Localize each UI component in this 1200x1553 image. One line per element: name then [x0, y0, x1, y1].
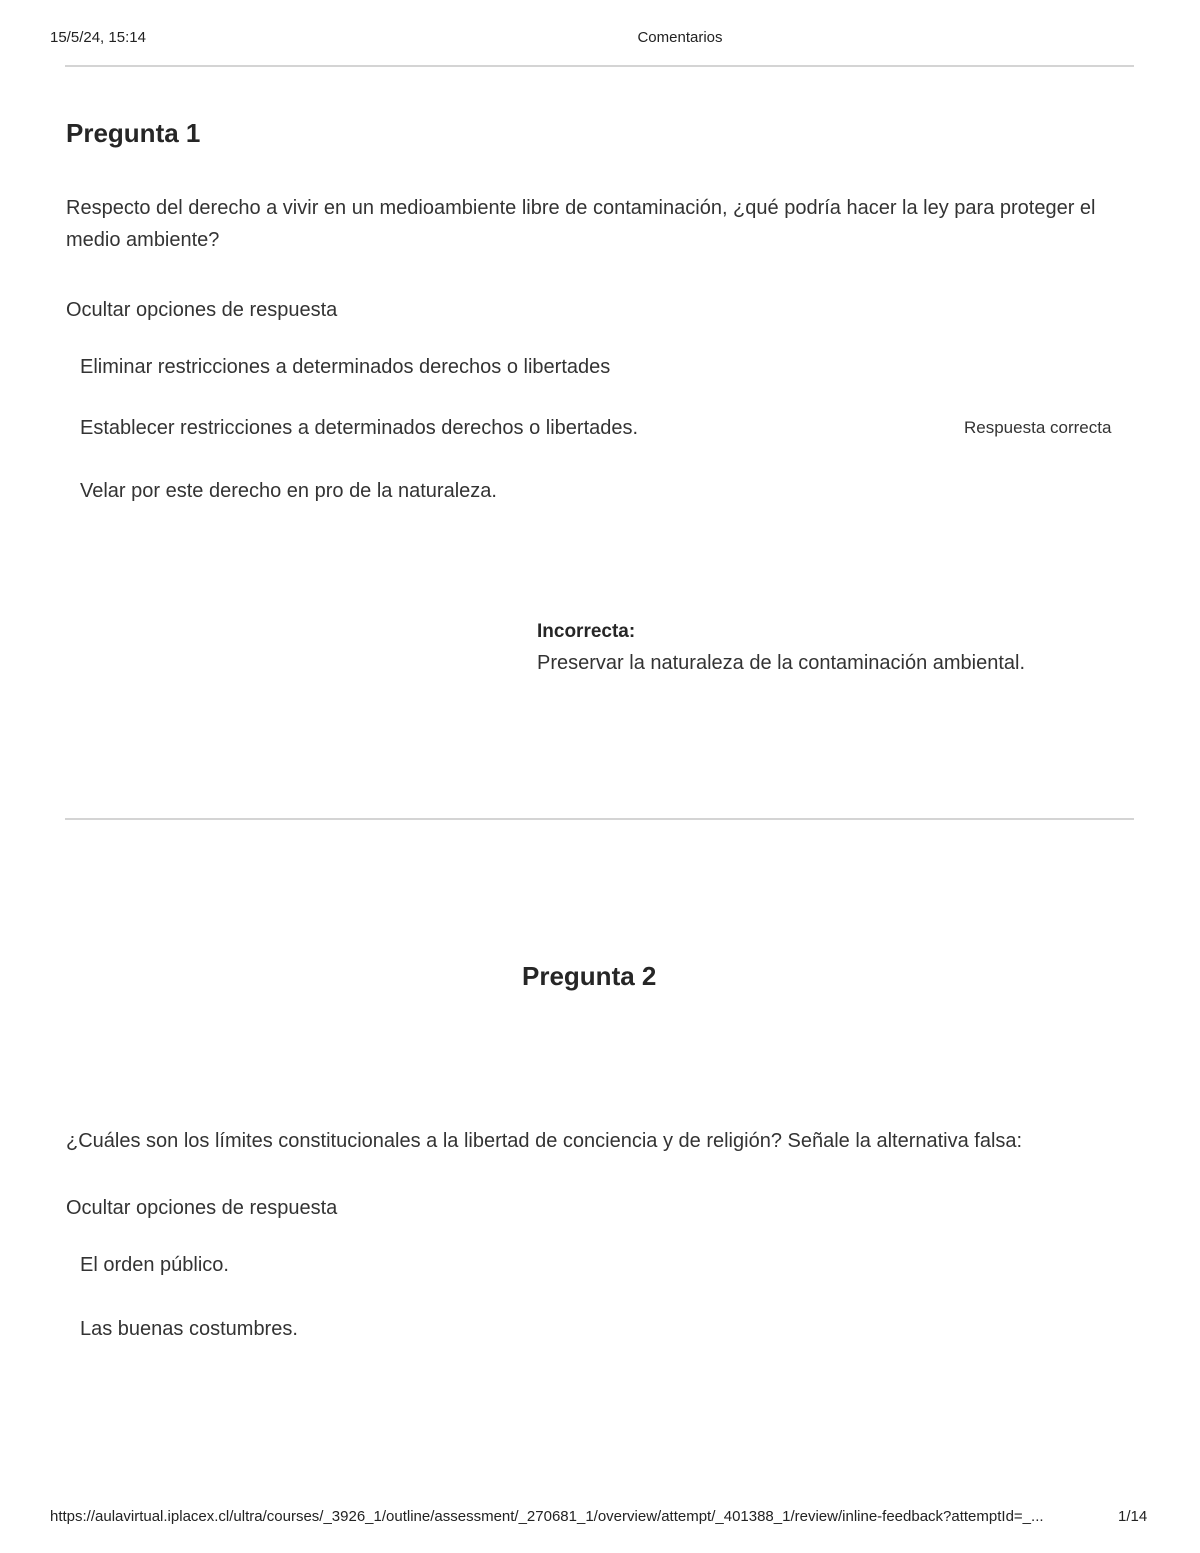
question-1-option-2: Establecer restricciones a determinados derechos o libertades.	[80, 417, 639, 439]
correct-answer-badge: Respuesta correcta	[964, 418, 1112, 437]
print-date: 15/5/24, 15:14	[50, 29, 146, 46]
question-1-hide-options-link[interactable]: Ocultar opciones de respuesta	[66, 299, 338, 321]
question-2-hide-options-link[interactable]: Ocultar opciones de respuesta	[66, 1197, 338, 1219]
question-divider	[65, 818, 1134, 820]
question-1-option-3: Velar por este derecho en pro de la naturaleza.	[80, 480, 497, 502]
question-1-option-1: Eliminar restricciones a determinados derechos o libertades	[80, 356, 611, 378]
print-footer-url: https://aulavirtual.iplacex.cl/ultra/courses/_3926_1/outline/assessment/_270681_1/overview/attempt/_401388_1/review/inline-feedback?attemptId=_...	[50, 1508, 1044, 1525]
question-2-title: Pregunta 2	[522, 961, 657, 991]
question-2-option-1: El orden público.	[80, 1254, 229, 1276]
print-page-title: Comentarios	[637, 29, 723, 46]
print-page-number: 1/14	[1118, 1508, 1148, 1525]
feedback-label: Incorrecta:	[537, 621, 636, 642]
question-1-text: Respecto del derecho a vivir en un medioambiente libre de contaminación, ¿qué podría hacer la ley para proteger el medio ambiente?	[66, 197, 1096, 251]
question-2-option-2: Las buenas costumbres.	[80, 1318, 298, 1340]
question-1-title: Pregunta 1	[66, 118, 201, 148]
top-divider	[65, 65, 1134, 67]
question-2-text: ¿Cuáles son los límites constitucionales a la libertad de conciencia y de religión? Señale la alternativa falsa:	[66, 1130, 1023, 1152]
feedback-text: Preservar la naturaleza de la contaminación ambiental.	[537, 652, 1026, 674]
